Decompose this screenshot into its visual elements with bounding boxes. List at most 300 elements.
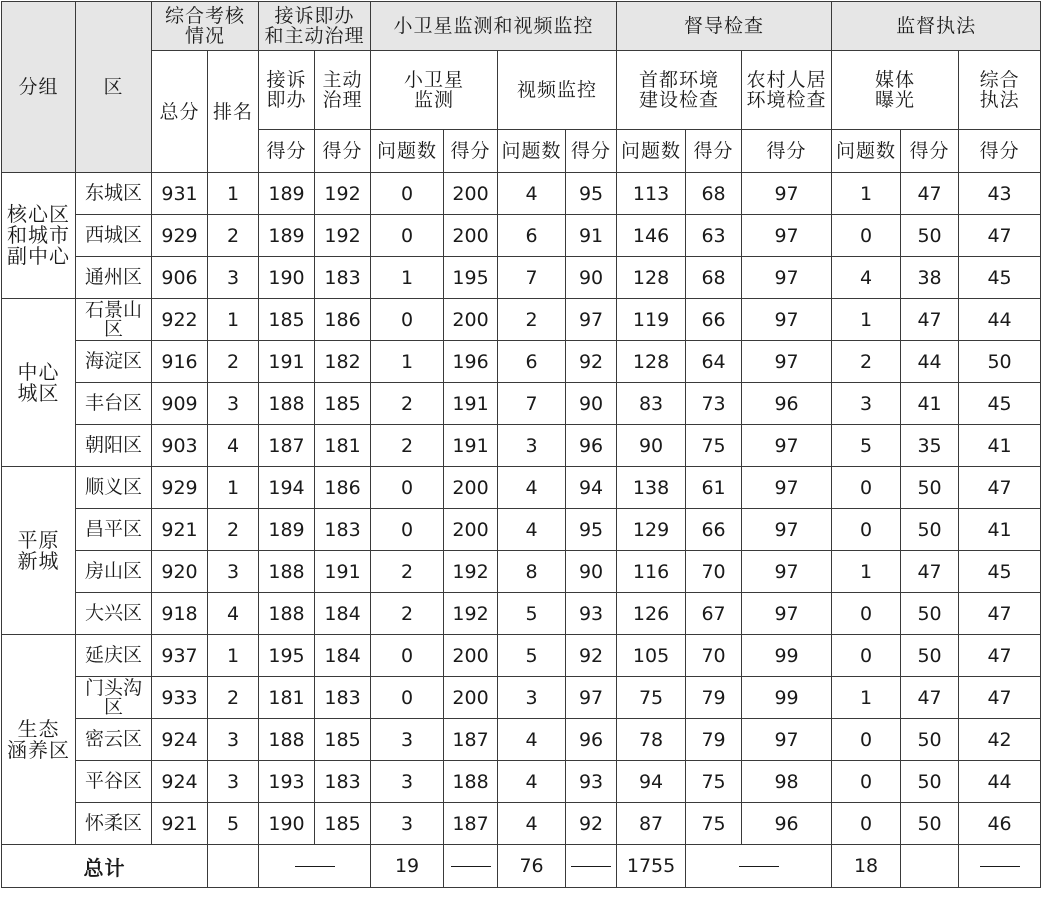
media-problems-cell: 3	[832, 383, 901, 425]
integrated-score-cell: 45	[959, 257, 1041, 299]
district-cell: 平谷区	[76, 761, 152, 803]
overall-rank-cell: 4	[208, 425, 259, 467]
capital-score-cell: 70	[686, 635, 742, 677]
satellite-score-cell: 191	[444, 425, 498, 467]
rural-score-cell: 96	[742, 803, 832, 845]
capital-problems-cell: 119	[617, 299, 686, 341]
active-governance-score-cell: 184	[315, 593, 371, 635]
table-row	[2, 173, 1041, 215]
overall-total-cell: 906	[152, 257, 208, 299]
satellite-problems-cell: 0	[371, 173, 444, 215]
active-governance-score-cell: 184	[315, 635, 371, 677]
table-row	[2, 299, 1041, 341]
header-problems: 问题数	[498, 130, 566, 173]
satellite-problems-cell: 2	[371, 593, 444, 635]
header-problems: 问题数	[371, 130, 444, 173]
media-score-cell: 50	[901, 761, 959, 803]
video-score-cell: 90	[566, 551, 617, 593]
header-video: 视频监控	[498, 51, 617, 130]
media-score-cell: 50	[901, 593, 959, 635]
video-score-cell: 92	[566, 341, 617, 383]
overall-rank-cell: 1	[208, 635, 259, 677]
media-score-cell: 50	[901, 467, 959, 509]
satellite-score-cell: 200	[444, 173, 498, 215]
district-cell: 朝阳区	[76, 425, 152, 467]
rural-score-cell: 97	[742, 551, 832, 593]
overall-rank-cell: 2	[208, 341, 259, 383]
totals-label: 总计	[2, 845, 208, 888]
satellite-score-cell: 200	[444, 299, 498, 341]
integrated-score-cell: 47	[959, 467, 1041, 509]
satellite-score-cell: 192	[444, 551, 498, 593]
media-problems-cell: 1	[832, 173, 901, 215]
district-cell: 海淀区	[76, 341, 152, 383]
video-score-cell: 91	[566, 215, 617, 257]
video-problems-cell: 2	[498, 299, 566, 341]
satellite-problems-cell: 2	[371, 425, 444, 467]
complaint-score-cell: 190	[259, 803, 315, 845]
media-problems-cell: 1	[832, 677, 901, 719]
video-problems-cell: 4	[498, 761, 566, 803]
integrated-score-cell: 47	[959, 635, 1041, 677]
capital-problems-cell: 129	[617, 509, 686, 551]
video-score-cell: 90	[566, 383, 617, 425]
rural-score-cell: 97	[742, 341, 832, 383]
header-problems: 问题数	[832, 130, 901, 173]
header-score: 得分	[901, 130, 959, 173]
table-row	[2, 719, 1041, 761]
district-cell: 丰台区	[76, 383, 152, 425]
media-problems-cell: 4	[832, 257, 901, 299]
video-score-cell: 93	[566, 593, 617, 635]
integrated-score-cell: 43	[959, 173, 1041, 215]
satellite-problems-cell: 0	[371, 635, 444, 677]
integrated-score-cell: 44	[959, 299, 1041, 341]
capital-problems-cell: 90	[617, 425, 686, 467]
table-row	[2, 761, 1041, 803]
complaint-score-cell: 188	[259, 593, 315, 635]
capital-problems-cell: 113	[617, 173, 686, 215]
media-score-cell: 47	[901, 677, 959, 719]
media-problems-cell: 1	[832, 299, 901, 341]
district-assessment-table	[1, 1, 1041, 888]
integrated-score-cell: 45	[959, 551, 1041, 593]
video-problems-cell: 6	[498, 215, 566, 257]
media-score-cell: 50	[901, 719, 959, 761]
media-score-cell: 47	[901, 551, 959, 593]
video-problems-cell: 3	[498, 677, 566, 719]
district-cell: 通州区	[76, 257, 152, 299]
overall-total-cell: 924	[152, 719, 208, 761]
media-problems-cell: 0	[832, 635, 901, 677]
active-governance-score-cell: 185	[315, 803, 371, 845]
active-governance-score-cell: 192	[315, 173, 371, 215]
capital-problems-cell: 128	[617, 257, 686, 299]
district-cell: 大兴区	[76, 593, 152, 635]
integrated-score-cell: 45	[959, 383, 1041, 425]
totals-dash	[259, 845, 371, 888]
rural-score-cell: 97	[742, 593, 832, 635]
overall-rank-cell: 2	[208, 215, 259, 257]
district-cell: 顺义区	[76, 467, 152, 509]
district-cell: 门头沟 区	[76, 677, 152, 719]
table-row	[2, 425, 1041, 467]
integrated-score-cell: 42	[959, 719, 1041, 761]
complaint-score-cell: 191	[259, 341, 315, 383]
integrated-score-cell: 41	[959, 425, 1041, 467]
active-governance-score-cell: 183	[315, 761, 371, 803]
capital-score-cell: 64	[686, 341, 742, 383]
header-score: 得分	[742, 130, 832, 173]
satellite-problems-cell: 3	[371, 803, 444, 845]
video-score-cell: 90	[566, 257, 617, 299]
rural-score-cell: 97	[742, 173, 832, 215]
media-score-cell: 35	[901, 425, 959, 467]
header-complaint-handling: 接诉 即办	[259, 51, 315, 130]
header-overall-rank: 排名	[208, 51, 259, 173]
media-problems-cell: 5	[832, 425, 901, 467]
active-governance-score-cell: 183	[315, 257, 371, 299]
rural-score-cell: 97	[742, 425, 832, 467]
table-row	[2, 635, 1041, 677]
satellite-problems-cell: 0	[371, 677, 444, 719]
video-score-cell: 97	[566, 299, 617, 341]
table-body	[2, 173, 1041, 845]
integrated-score-cell: 46	[959, 803, 1041, 845]
complaint-score-cell: 194	[259, 467, 315, 509]
video-score-cell: 92	[566, 635, 617, 677]
overall-rank-cell: 3	[208, 257, 259, 299]
integrated-score-cell: 44	[959, 761, 1041, 803]
video-problems-cell: 4	[498, 803, 566, 845]
media-score-cell: 47	[901, 299, 959, 341]
active-governance-score-cell: 183	[315, 509, 371, 551]
totals-capital-problems: 1755	[617, 845, 686, 888]
capital-score-cell: 68	[686, 173, 742, 215]
integrated-score-cell: 50	[959, 341, 1041, 383]
video-problems-cell: 4	[498, 719, 566, 761]
media-problems-cell: 1	[832, 551, 901, 593]
rural-score-cell: 97	[742, 509, 832, 551]
overall-rank-cell: 2	[208, 677, 259, 719]
overall-rank-cell: 3	[208, 551, 259, 593]
group-cell: 核心区 和城市 副中心	[2, 173, 76, 299]
video-score-cell: 94	[566, 467, 617, 509]
satellite-problems-cell: 0	[371, 299, 444, 341]
table-row	[2, 341, 1041, 383]
capital-problems-cell: 138	[617, 467, 686, 509]
capital-score-cell: 66	[686, 509, 742, 551]
table-row	[2, 803, 1041, 845]
complaint-score-cell: 188	[259, 551, 315, 593]
totals-satellite-problems: 19	[371, 845, 444, 888]
capital-problems-cell: 128	[617, 341, 686, 383]
header-inspection: 督导检查	[617, 2, 832, 51]
totals-empty	[208, 845, 259, 888]
complaint-score-cell: 189	[259, 215, 315, 257]
complaint-score-cell: 193	[259, 761, 315, 803]
capital-problems-cell: 126	[617, 593, 686, 635]
satellite-problems-cell: 2	[371, 383, 444, 425]
satellite-score-cell: 195	[444, 257, 498, 299]
video-problems-cell: 5	[498, 635, 566, 677]
header-complaint: 接诉即办 和主动治理	[259, 2, 371, 51]
overall-total-cell: 933	[152, 677, 208, 719]
active-governance-score-cell: 192	[315, 215, 371, 257]
satellite-score-cell: 192	[444, 593, 498, 635]
capital-score-cell: 63	[686, 215, 742, 257]
media-problems-cell: 0	[832, 467, 901, 509]
overall-total-cell: 921	[152, 509, 208, 551]
active-governance-score-cell: 185	[315, 383, 371, 425]
video-problems-cell: 4	[498, 467, 566, 509]
capital-problems-cell: 105	[617, 635, 686, 677]
rural-score-cell: 97	[742, 215, 832, 257]
media-score-cell: 38	[901, 257, 959, 299]
satellite-score-cell: 200	[444, 215, 498, 257]
capital-problems-cell: 83	[617, 383, 686, 425]
media-score-cell: 44	[901, 341, 959, 383]
header-satellite: 小卫星 监测	[371, 51, 498, 130]
media-score-cell: 50	[901, 803, 959, 845]
video-problems-cell: 4	[498, 173, 566, 215]
integrated-score-cell: 47	[959, 593, 1041, 635]
rural-score-cell: 97	[742, 467, 832, 509]
header-score: 得分	[444, 130, 498, 173]
capital-score-cell: 61	[686, 467, 742, 509]
complaint-score-cell: 181	[259, 677, 315, 719]
active-governance-score-cell: 186	[315, 299, 371, 341]
totals-dash	[444, 845, 498, 888]
overall-rank-cell: 1	[208, 299, 259, 341]
header-district: 区	[76, 2, 152, 173]
overall-rank-cell: 3	[208, 383, 259, 425]
header-rural-env: 农村人居 环境检查	[742, 51, 832, 130]
overall-total-cell: 929	[152, 215, 208, 257]
video-problems-cell: 3	[498, 425, 566, 467]
satellite-problems-cell: 1	[371, 257, 444, 299]
capital-problems-cell: 94	[617, 761, 686, 803]
group-cell: 平原 新城	[2, 467, 76, 635]
rural-score-cell: 97	[742, 299, 832, 341]
complaint-score-cell: 195	[259, 635, 315, 677]
rural-score-cell: 97	[742, 719, 832, 761]
satellite-score-cell: 200	[444, 677, 498, 719]
media-score-cell: 50	[901, 215, 959, 257]
district-cell: 东城区	[76, 173, 152, 215]
header-enforcement: 监督执法	[832, 2, 1041, 51]
header-integrated: 综合 执法	[959, 51, 1041, 130]
capital-score-cell: 70	[686, 551, 742, 593]
video-problems-cell: 8	[498, 551, 566, 593]
group-cell: 生态 涵养区	[2, 635, 76, 845]
capital-score-cell: 79	[686, 719, 742, 761]
header-problems: 问题数	[617, 130, 686, 173]
media-problems-cell: 0	[832, 509, 901, 551]
satellite-score-cell: 188	[444, 761, 498, 803]
satellite-score-cell: 200	[444, 635, 498, 677]
satellite-score-cell: 200	[444, 509, 498, 551]
satellite-score-cell: 196	[444, 341, 498, 383]
capital-problems-cell: 75	[617, 677, 686, 719]
active-governance-score-cell: 186	[315, 467, 371, 509]
totals-dash	[686, 845, 832, 888]
satellite-problems-cell: 3	[371, 719, 444, 761]
media-problems-cell: 0	[832, 719, 901, 761]
overall-rank-cell: 3	[208, 719, 259, 761]
capital-score-cell: 75	[686, 803, 742, 845]
integrated-score-cell: 47	[959, 215, 1041, 257]
media-problems-cell: 2	[832, 341, 901, 383]
capital-score-cell: 67	[686, 593, 742, 635]
capital-score-cell: 79	[686, 677, 742, 719]
table-row	[2, 215, 1041, 257]
integrated-score-cell: 41	[959, 509, 1041, 551]
complaint-score-cell: 188	[259, 383, 315, 425]
satellite-problems-cell: 0	[371, 509, 444, 551]
overall-total-cell: 903	[152, 425, 208, 467]
media-problems-cell: 0	[832, 803, 901, 845]
satellite-score-cell: 200	[444, 467, 498, 509]
overall-rank-cell: 3	[208, 761, 259, 803]
overall-total-cell: 920	[152, 551, 208, 593]
video-score-cell: 96	[566, 719, 617, 761]
capital-score-cell: 66	[686, 299, 742, 341]
header-score: 得分	[959, 130, 1041, 173]
overall-rank-cell: 5	[208, 803, 259, 845]
header-active-governance: 主动 治理	[315, 51, 371, 130]
header-score: 得分	[686, 130, 742, 173]
header-score: 得分	[259, 130, 315, 173]
header-score: 得分	[566, 130, 617, 173]
header-group: 分组	[2, 2, 76, 173]
header-media: 媒体 曝光	[832, 51, 959, 130]
capital-problems-cell: 116	[617, 551, 686, 593]
district-cell: 密云区	[76, 719, 152, 761]
header-overall-total: 总分	[152, 51, 208, 173]
media-problems-cell: 0	[832, 761, 901, 803]
video-score-cell: 97	[566, 677, 617, 719]
table-row	[2, 677, 1041, 719]
capital-problems-cell: 78	[617, 719, 686, 761]
complaint-score-cell: 189	[259, 509, 315, 551]
district-cell: 石景山 区	[76, 299, 152, 341]
satellite-score-cell: 191	[444, 383, 498, 425]
video-problems-cell: 7	[498, 257, 566, 299]
satellite-problems-cell: 3	[371, 761, 444, 803]
media-score-cell: 47	[901, 173, 959, 215]
video-score-cell: 95	[566, 173, 617, 215]
overall-rank-cell: 1	[208, 173, 259, 215]
totals-media-problems: 18	[832, 845, 901, 888]
video-problems-cell: 6	[498, 341, 566, 383]
capital-score-cell: 68	[686, 257, 742, 299]
media-score-cell: 50	[901, 509, 959, 551]
overall-total-cell: 921	[152, 803, 208, 845]
satellite-problems-cell: 0	[371, 467, 444, 509]
table-row	[2, 593, 1041, 635]
capital-problems-cell: 87	[617, 803, 686, 845]
complaint-score-cell: 189	[259, 173, 315, 215]
district-cell: 怀柔区	[76, 803, 152, 845]
totals-dash	[959, 845, 1041, 888]
group-cell: 中心 城区	[2, 299, 76, 467]
totals-dash	[566, 845, 617, 888]
capital-problems-cell: 146	[617, 215, 686, 257]
table-row	[2, 383, 1041, 425]
complaint-score-cell: 190	[259, 257, 315, 299]
capital-score-cell: 73	[686, 383, 742, 425]
district-cell: 房山区	[76, 551, 152, 593]
district-cell: 延庆区	[76, 635, 152, 677]
rural-score-cell: 96	[742, 383, 832, 425]
rural-score-cell: 98	[742, 761, 832, 803]
video-problems-cell: 4	[498, 509, 566, 551]
overall-total-cell: 918	[152, 593, 208, 635]
district-cell: 昌平区	[76, 509, 152, 551]
active-governance-score-cell: 183	[315, 677, 371, 719]
totals-video-problems: 76	[498, 845, 566, 888]
overall-rank-cell: 2	[208, 509, 259, 551]
totals-empty	[901, 845, 959, 888]
active-governance-score-cell: 181	[315, 425, 371, 467]
media-problems-cell: 0	[832, 215, 901, 257]
satellite-problems-cell: 1	[371, 341, 444, 383]
active-governance-score-cell: 191	[315, 551, 371, 593]
header-score: 得分	[315, 130, 371, 173]
video-score-cell: 95	[566, 509, 617, 551]
table-row	[2, 257, 1041, 299]
capital-score-cell: 75	[686, 425, 742, 467]
satellite-score-cell: 187	[444, 719, 498, 761]
overall-total-cell: 916	[152, 341, 208, 383]
satellite-problems-cell: 0	[371, 215, 444, 257]
rural-score-cell: 99	[742, 635, 832, 677]
active-governance-score-cell: 182	[315, 341, 371, 383]
table-row	[2, 467, 1041, 509]
header-overall: 综合考核 情况	[152, 2, 259, 51]
satellite-score-cell: 187	[444, 803, 498, 845]
video-score-cell: 96	[566, 425, 617, 467]
overall-total-cell: 929	[152, 467, 208, 509]
overall-total-cell: 931	[152, 173, 208, 215]
rural-score-cell: 97	[742, 257, 832, 299]
overall-rank-cell: 1	[208, 467, 259, 509]
overall-total-cell: 924	[152, 761, 208, 803]
complaint-score-cell: 185	[259, 299, 315, 341]
video-problems-cell: 5	[498, 593, 566, 635]
rural-score-cell: 99	[742, 677, 832, 719]
video-score-cell: 92	[566, 803, 617, 845]
video-problems-cell: 7	[498, 383, 566, 425]
overall-rank-cell: 4	[208, 593, 259, 635]
overall-total-cell: 922	[152, 299, 208, 341]
media-score-cell: 41	[901, 383, 959, 425]
header-monitoring: 小卫星监测和视频监控	[371, 2, 617, 51]
video-score-cell: 93	[566, 761, 617, 803]
district-cell: 西城区	[76, 215, 152, 257]
satellite-problems-cell: 2	[371, 551, 444, 593]
table-row	[2, 551, 1041, 593]
media-problems-cell: 0	[832, 593, 901, 635]
integrated-score-cell: 47	[959, 677, 1041, 719]
table-row	[2, 509, 1041, 551]
overall-total-cell: 909	[152, 383, 208, 425]
complaint-score-cell: 188	[259, 719, 315, 761]
overall-total-cell: 937	[152, 635, 208, 677]
active-governance-score-cell: 185	[315, 719, 371, 761]
complaint-score-cell: 187	[259, 425, 315, 467]
